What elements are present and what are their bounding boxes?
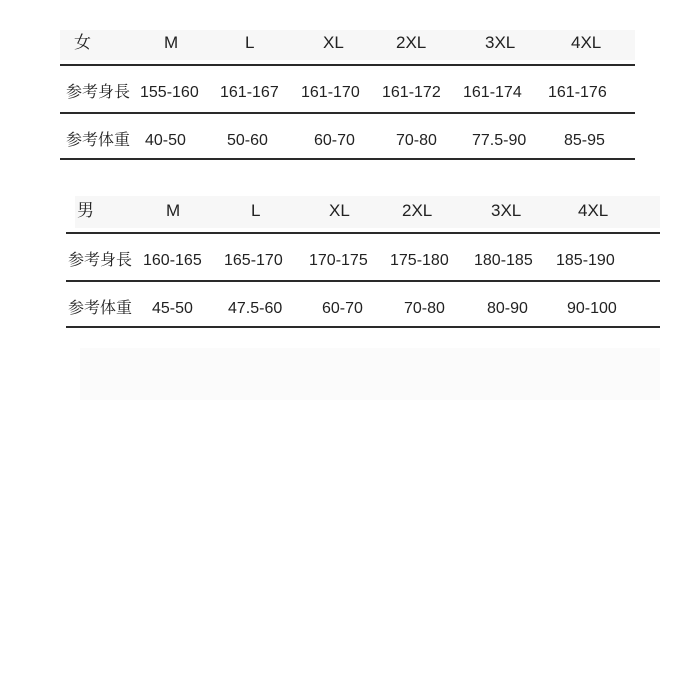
height-cell: 165-170 (224, 252, 283, 269)
row-label-height: 参考身長 (68, 252, 133, 269)
men-size-table (66, 188, 660, 330)
height-cell: 160-165 (143, 252, 202, 269)
row-divider (60, 158, 635, 160)
row-divider (60, 64, 635, 66)
size-l: L (245, 33, 255, 52)
weight-cell: 85-95 (564, 132, 605, 149)
height-row-women (60, 70, 635, 116)
weight-cell: 60-70 (322, 300, 363, 317)
men-header-row (66, 188, 660, 234)
height-cell: 161-170 (301, 84, 360, 101)
size-4xl: 4XL (578, 201, 609, 220)
height-row-men (66, 238, 660, 284)
gender-label-women: 女 (74, 33, 91, 52)
gender-label-men: 男 (77, 201, 94, 220)
size-xl: XL (329, 201, 350, 220)
height-cell: 161-174 (463, 84, 522, 101)
size-l: L (251, 201, 261, 220)
weight-cell: 70-80 (396, 132, 437, 149)
weight-cell: 40-50 (145, 132, 186, 149)
height-cell: 161-167 (220, 84, 279, 101)
row-label-weight: 参考体重 (68, 300, 133, 317)
height-cell: 185-190 (556, 252, 615, 269)
weight-cell: 77.5-90 (472, 132, 527, 149)
women-size-table (60, 20, 635, 162)
weight-cell: 50-60 (227, 132, 268, 149)
row-divider (66, 232, 660, 234)
weight-cell: 47.5-60 (228, 300, 283, 317)
weight-cell: 80-90 (487, 300, 528, 317)
weight-cell: 70-80 (404, 300, 445, 317)
weight-cell: 45-50 (152, 300, 193, 317)
row-label-weight: 参考体重 (66, 132, 131, 149)
size-m: M (166, 201, 181, 220)
weight-cell: 60-70 (314, 132, 355, 149)
height-cell: 155-160 (140, 84, 199, 101)
size-xl: XL (323, 33, 344, 52)
height-cell: 161-172 (382, 84, 441, 101)
row-label-height: 参考身長 (66, 84, 131, 101)
height-cell: 180-185 (474, 252, 533, 269)
size-2xl: 2XL (396, 33, 427, 52)
size-4xl: 4XL (571, 33, 602, 52)
size-3xl: 3XL (491, 201, 522, 220)
size-m: M (164, 33, 179, 52)
row-divider (66, 326, 660, 328)
row-divider (60, 112, 635, 114)
footer-shade (80, 348, 660, 400)
size-2xl: 2XL (402, 201, 433, 220)
weight-cell: 90-100 (567, 300, 617, 317)
women-header-row (60, 20, 635, 66)
row-divider (66, 280, 660, 282)
height-cell: 161-176 (548, 84, 607, 101)
size-3xl: 3XL (485, 33, 516, 52)
height-cell: 175-180 (390, 252, 449, 269)
height-cell: 170-175 (309, 252, 368, 269)
